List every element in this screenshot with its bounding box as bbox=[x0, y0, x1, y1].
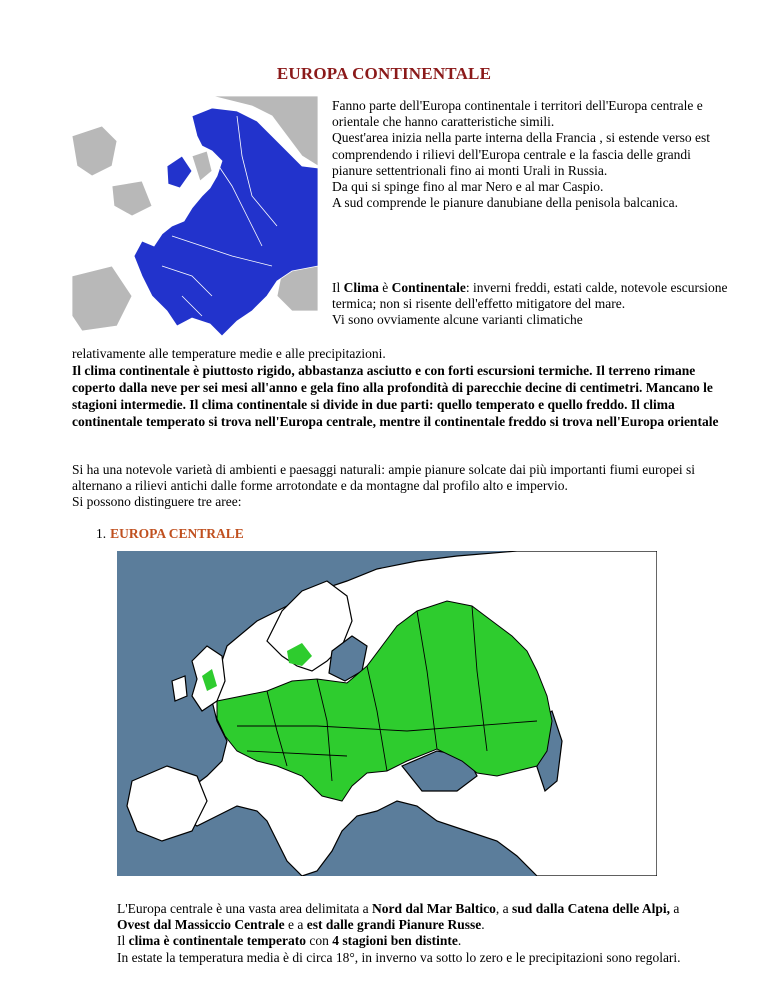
text-run-bold: clima è continentale temperato bbox=[128, 933, 306, 949]
text-run: . bbox=[481, 917, 485, 933]
text-run: Il bbox=[332, 280, 344, 295]
ambienti-paragraph: Si ha una notevole varietà di ambienti e paesaggi naturali: ampie pianure solcate dai più importanti fiumi europei si alternano a rilievi antichi dalle forme arrotondate e da montagne dal profilo alto e impervio. bbox=[72, 462, 696, 494]
temperature-paragraph: In estate la temperatura media è di circa 18°, in inverno va sotto lo zero e le precipitazioni sono regolari. bbox=[117, 949, 681, 965]
text-run-bold: Nord dal Mar Baltico bbox=[372, 901, 496, 916]
clima-paragraph-continued: relativamente alle temperature medie e alle precipitazioni. bbox=[72, 346, 386, 361]
clima-bold-paragraph: Il clima continentale è piuttosto rigido, abbastanza asciutto e con forti escursioni termiche. Il terreno rimane coperto dalla neve per sei mesi all'anno e gela fino alla profondità di parecchie decine di centimetri. Mancano le stagioni intermedie. Il clima continentale si divide in due parti: quello temperato e quello freddo. Il clima continentale temperato si trova nell'Europa centrale, mentre il continentale freddo si trova nell'Europa orientale bbox=[72, 363, 719, 429]
aree-intro: Si possono distinguere tre aree: bbox=[72, 494, 242, 510]
section-heading bbox=[96, 526, 244, 542]
clima-paragraph bbox=[332, 280, 730, 312]
ambienti-text bbox=[72, 462, 722, 511]
text-run: a bbox=[669, 901, 680, 916]
clima-centrale-paragraph bbox=[117, 933, 707, 949]
clima-paragraph: Vi sono ovviamente alcune varianti climatiche bbox=[332, 312, 583, 328]
intro-text bbox=[332, 98, 722, 211]
page-title: EUROPA CONTINENTALE bbox=[276, 64, 492, 83]
intro-paragraph: A sud comprende le pianure danubiane della penisola balcanica. bbox=[332, 195, 678, 211]
clima-text bbox=[332, 280, 730, 329]
text-run: Il bbox=[117, 933, 129, 949]
europa-centrale-map bbox=[117, 551, 657, 876]
europa-centrale-text bbox=[117, 901, 707, 966]
text-run: L'Europa centrale è una vasta area delimitata a bbox=[117, 901, 373, 916]
text-run-bold: 4 stagioni ben distinte bbox=[332, 933, 458, 949]
text-run-bold: Clima bbox=[343, 280, 379, 295]
intro-paragraph: Da qui si spinge fino al mar Nero e al mar Caspio. bbox=[332, 179, 604, 195]
europa-centrale-paragraph bbox=[117, 901, 707, 933]
text-run: : inverni freddi, estati calde, notevole escursione termica; non si risente dell'effetto mitigatore del mare. bbox=[332, 280, 728, 312]
text-run-bold: est dalle grandi Pianure Russe bbox=[306, 917, 482, 933]
text-run-bold: Ovest dal Massiccio Centrale bbox=[117, 917, 285, 933]
intro-paragraph: Quest'area inizia nella parte interna della Francia , si estende verso est comprendendo i rilievi dell'Europa centrale e la fascia delle grandi pianure settentrionali fino ai monti Urali in Russia. bbox=[332, 130, 711, 178]
text-run: e a bbox=[284, 917, 307, 933]
text-run-bold: sud dalla Catena delle Alpi, bbox=[512, 901, 670, 916]
text-run: . bbox=[457, 933, 462, 949]
text-run: è bbox=[378, 280, 392, 295]
section-label: EUROPA CENTRALE bbox=[110, 526, 244, 541]
europe-continental-map bbox=[72, 96, 318, 346]
text-run: , a bbox=[495, 901, 513, 916]
intro-paragraph: Fanno parte dell'Europa continentale i territori dell'Europa centrale e orientale che hanno caratteristiche simili. bbox=[332, 98, 703, 130]
text-run: con bbox=[305, 933, 333, 949]
list-number: 1. bbox=[96, 526, 107, 541]
text-run-bold: Continentale bbox=[391, 280, 466, 295]
